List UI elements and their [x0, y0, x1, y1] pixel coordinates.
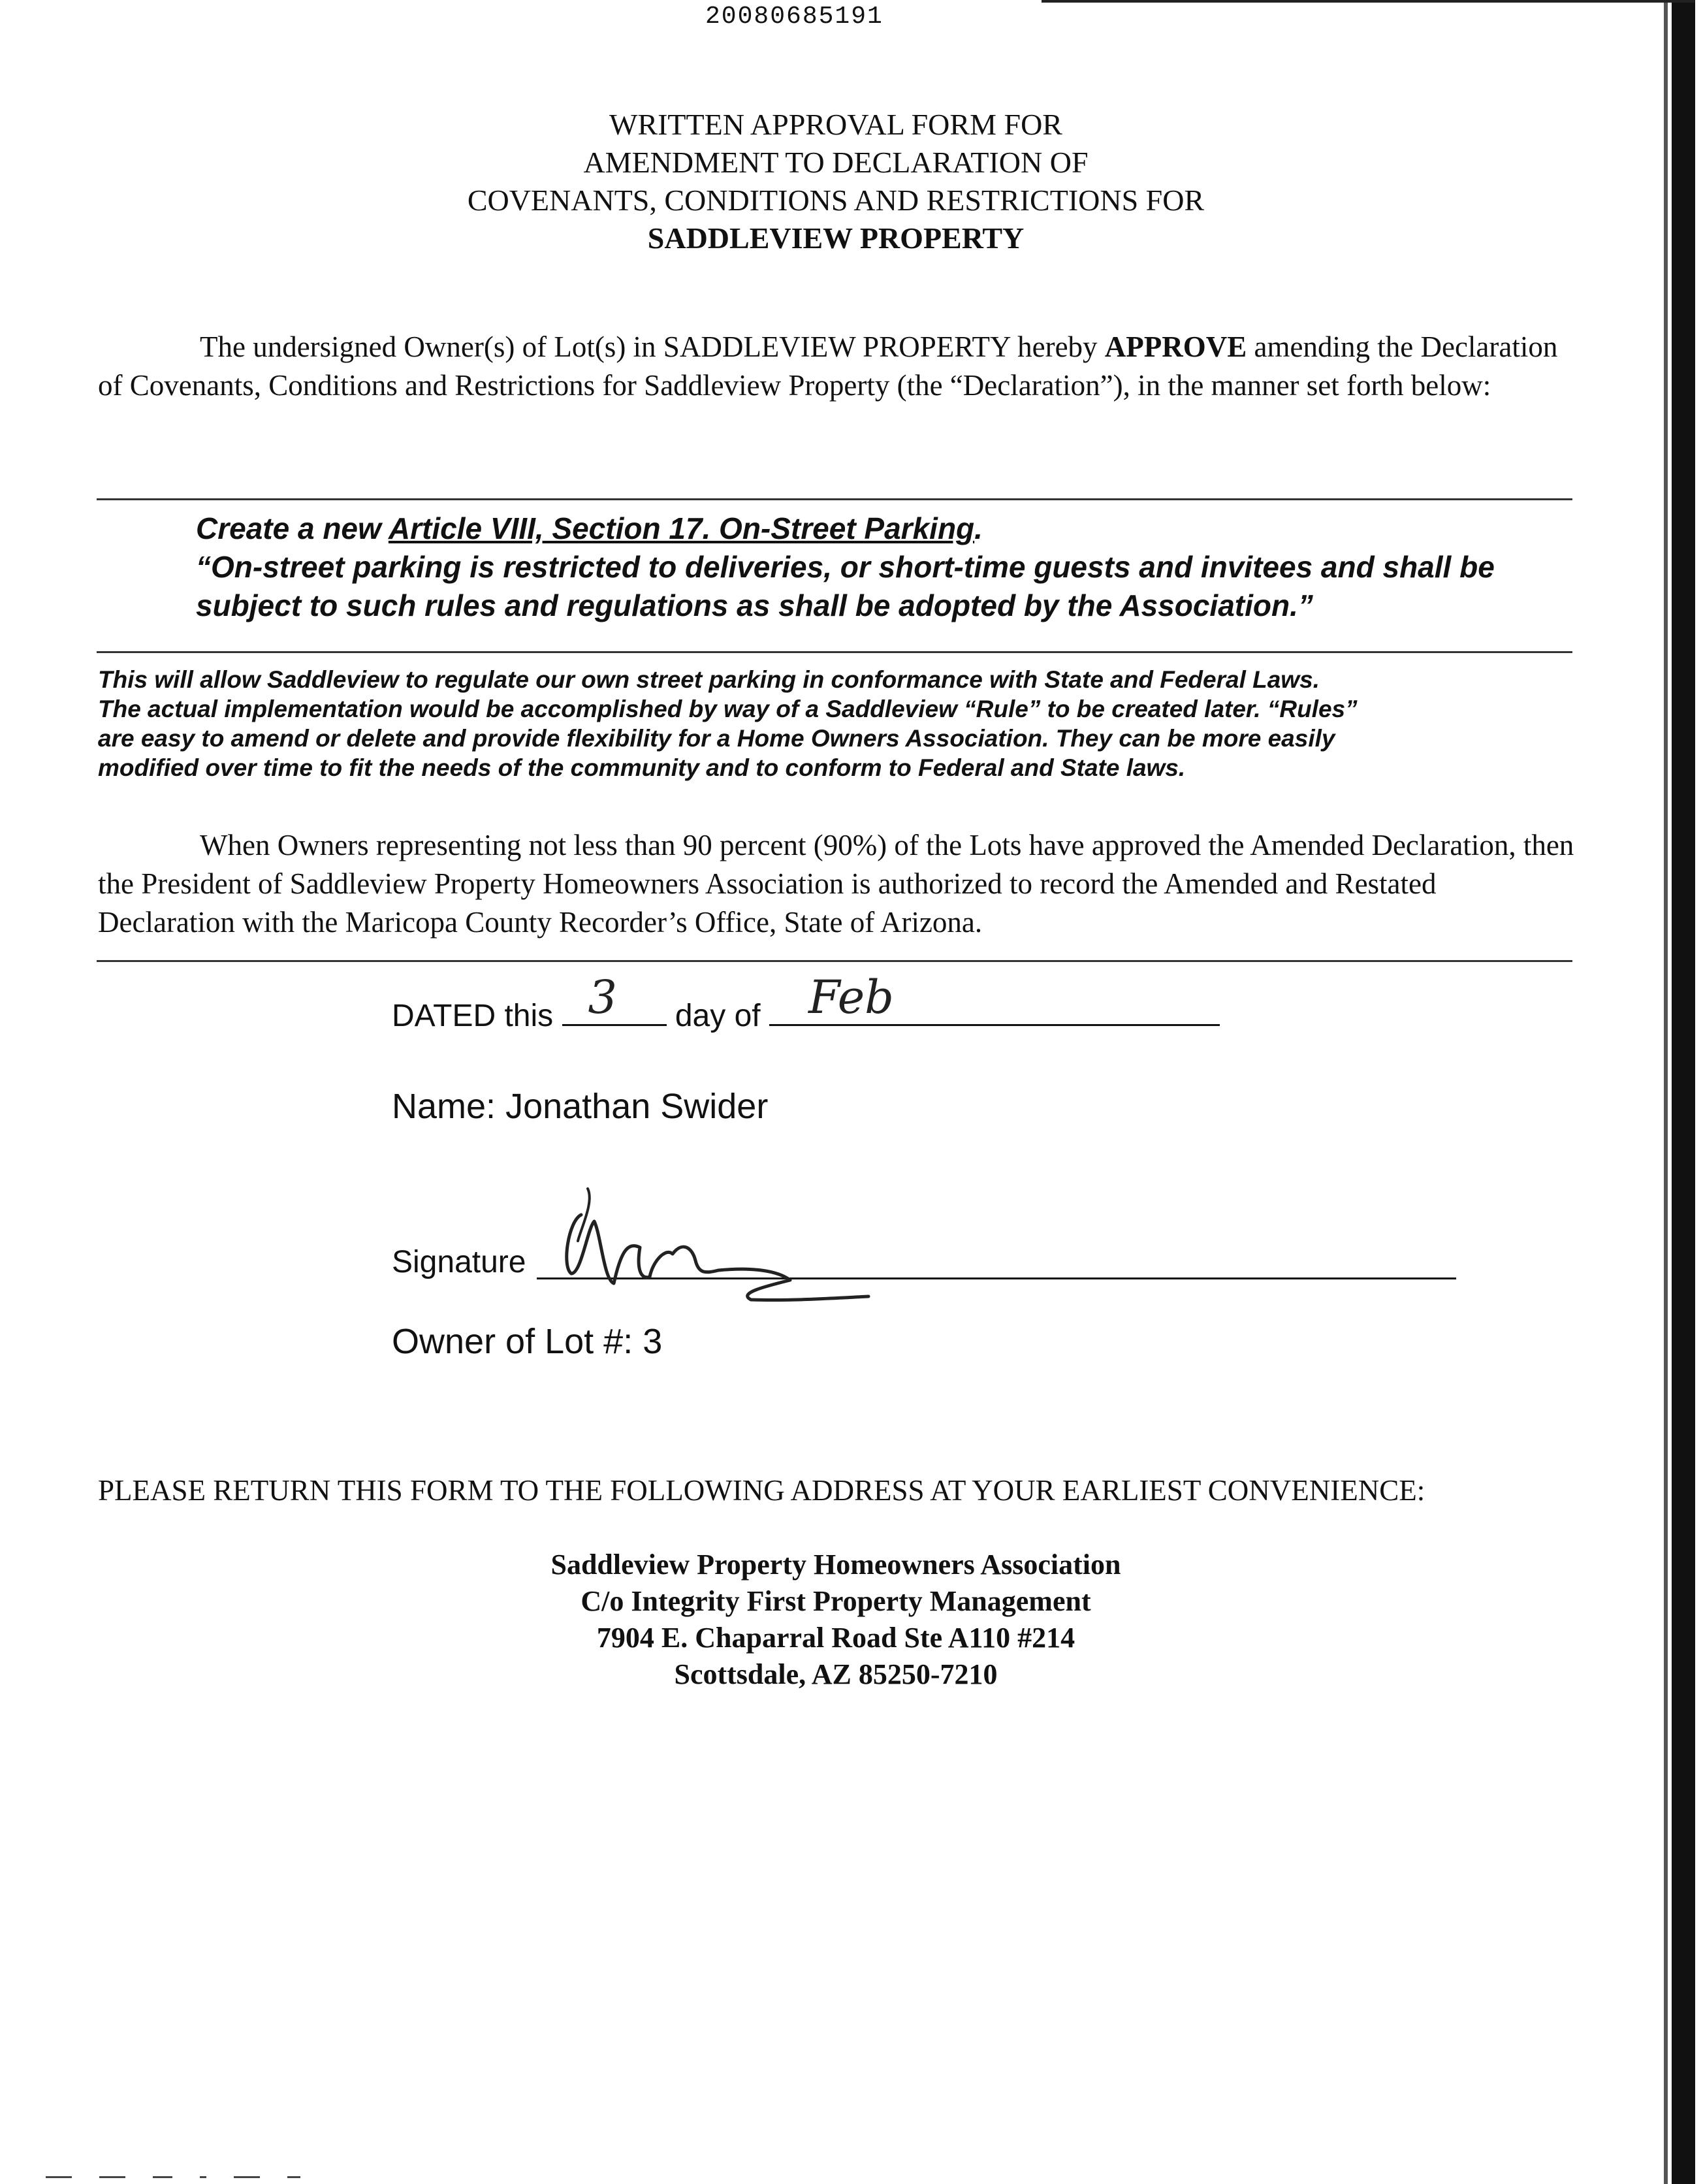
name-line — [392, 1085, 768, 1127]
return-instructions: PLEASE RETURN THIS FORM TO THE FOLLOWING ADDRESS AT YOUR EARLIEST CONVENIENCE: — [98, 1474, 1425, 1507]
authorization-paragraph — [98, 826, 1580, 942]
authorization-text: When Owners representing not less than 90 percent (90%) of the Lots have approved the Amended Declaration, then the President of Saddleview Property Homeowners Association is authorized to record the Amended and Restated Declaration with the Maricopa County Recorder’s Office, State of Arizona. — [98, 829, 1574, 939]
lot-number: 3 — [643, 1322, 663, 1361]
dated-label: DATED this — [392, 999, 554, 1033]
intro-approve: APPROVE — [1104, 330, 1247, 363]
title-line-3: COVENANTS, CONDITIONS AND RESTRICTIONS FOR — [467, 184, 1205, 217]
top-rule — [1042, 0, 1695, 3]
divider-top — [97, 498, 1572, 500]
signature-label: Signature — [392, 1245, 526, 1279]
handwritten-signature — [542, 1176, 882, 1306]
scan-footer-marks — [46, 2170, 328, 2181]
month-field[interactable] — [769, 971, 1220, 1026]
intro-text-1: The undersigned Owner(s) of Lot(s) in SADDLEVIEW PROPERTY hereby — [200, 330, 1105, 363]
scan-edge-shadow — [1664, 0, 1668, 2184]
recording-number: 20080685191 — [705, 3, 883, 31]
title-line-1: WRITTEN APPROVAL FORM FOR — [609, 108, 1062, 141]
name-label: Name: — [392, 1087, 496, 1126]
intro-text-2: amending the Declaration of Covenants, Conditions and Restrictions for Saddleview Property (the “Declaration”), in the manner set forth below: — [98, 330, 1558, 402]
explanation-line-1: This will allow Saddleview to regulate our own street parking in conformance with State and Federal Laws. — [98, 666, 1320, 693]
amendment-prefix: Create a new — [196, 511, 389, 545]
address-line-3: 7904 E. Chaparral Road Ste A110 #214 — [596, 1622, 1075, 1654]
amendment-text — [196, 509, 1600, 625]
amendment-heading — [196, 509, 1600, 548]
scan-edge-bar — [1672, 0, 1695, 2184]
amendment-quote: “On-street parking is restricted to deliveries, or short-time guests and invitees and shall be subject to such rules and regulations as shall be adopted by the Association.” — [196, 550, 1495, 622]
divider-middle — [97, 651, 1572, 653]
intro-paragraph — [98, 328, 1580, 405]
title-line-2: AMENDMENT TO DECLARATION OF — [583, 146, 1089, 179]
owner-label: Owner of Lot #: — [392, 1322, 633, 1361]
explanation-text — [98, 665, 1600, 782]
explanation-line-2: The actual implementation would be accomplished by way of a Saddleview “Rule” to be created later. “Rules” — [98, 696, 1358, 722]
amendment-suffix: . — [974, 511, 983, 545]
return-address — [0, 1547, 1672, 1693]
month-value: Feb — [808, 971, 894, 1024]
name-value: Jonathan Swider — [505, 1087, 769, 1126]
title-line-4: SADDLEVIEW PROPERTY — [647, 221, 1025, 255]
explanation-line-3: are easy to amend or delete and provide flexibility for a Home Owners Association. They can be more easily — [98, 725, 1335, 752]
amendment-article: Article VIII, Section 17. On-Street Parking — [388, 511, 975, 545]
day-value: 3 — [588, 971, 618, 1024]
form-title — [0, 106, 1672, 257]
address-line-1: Saddleview Property Homeowners Association — [550, 1549, 1121, 1581]
day-field[interactable] — [562, 971, 667, 1026]
explanation-line-4: modified over time to fit the needs of the community and to conform to Federal and State laws. — [98, 754, 1186, 781]
address-line-2: C/o Integrity First Property Management — [581, 1585, 1091, 1617]
owner-line — [392, 1321, 662, 1362]
address-line-4: Scottsdale, AZ 85250-7210 — [674, 1658, 998, 1690]
dated-line — [392, 971, 1220, 1036]
divider-bottom — [97, 960, 1572, 962]
day-of-label: day of — [675, 999, 761, 1033]
